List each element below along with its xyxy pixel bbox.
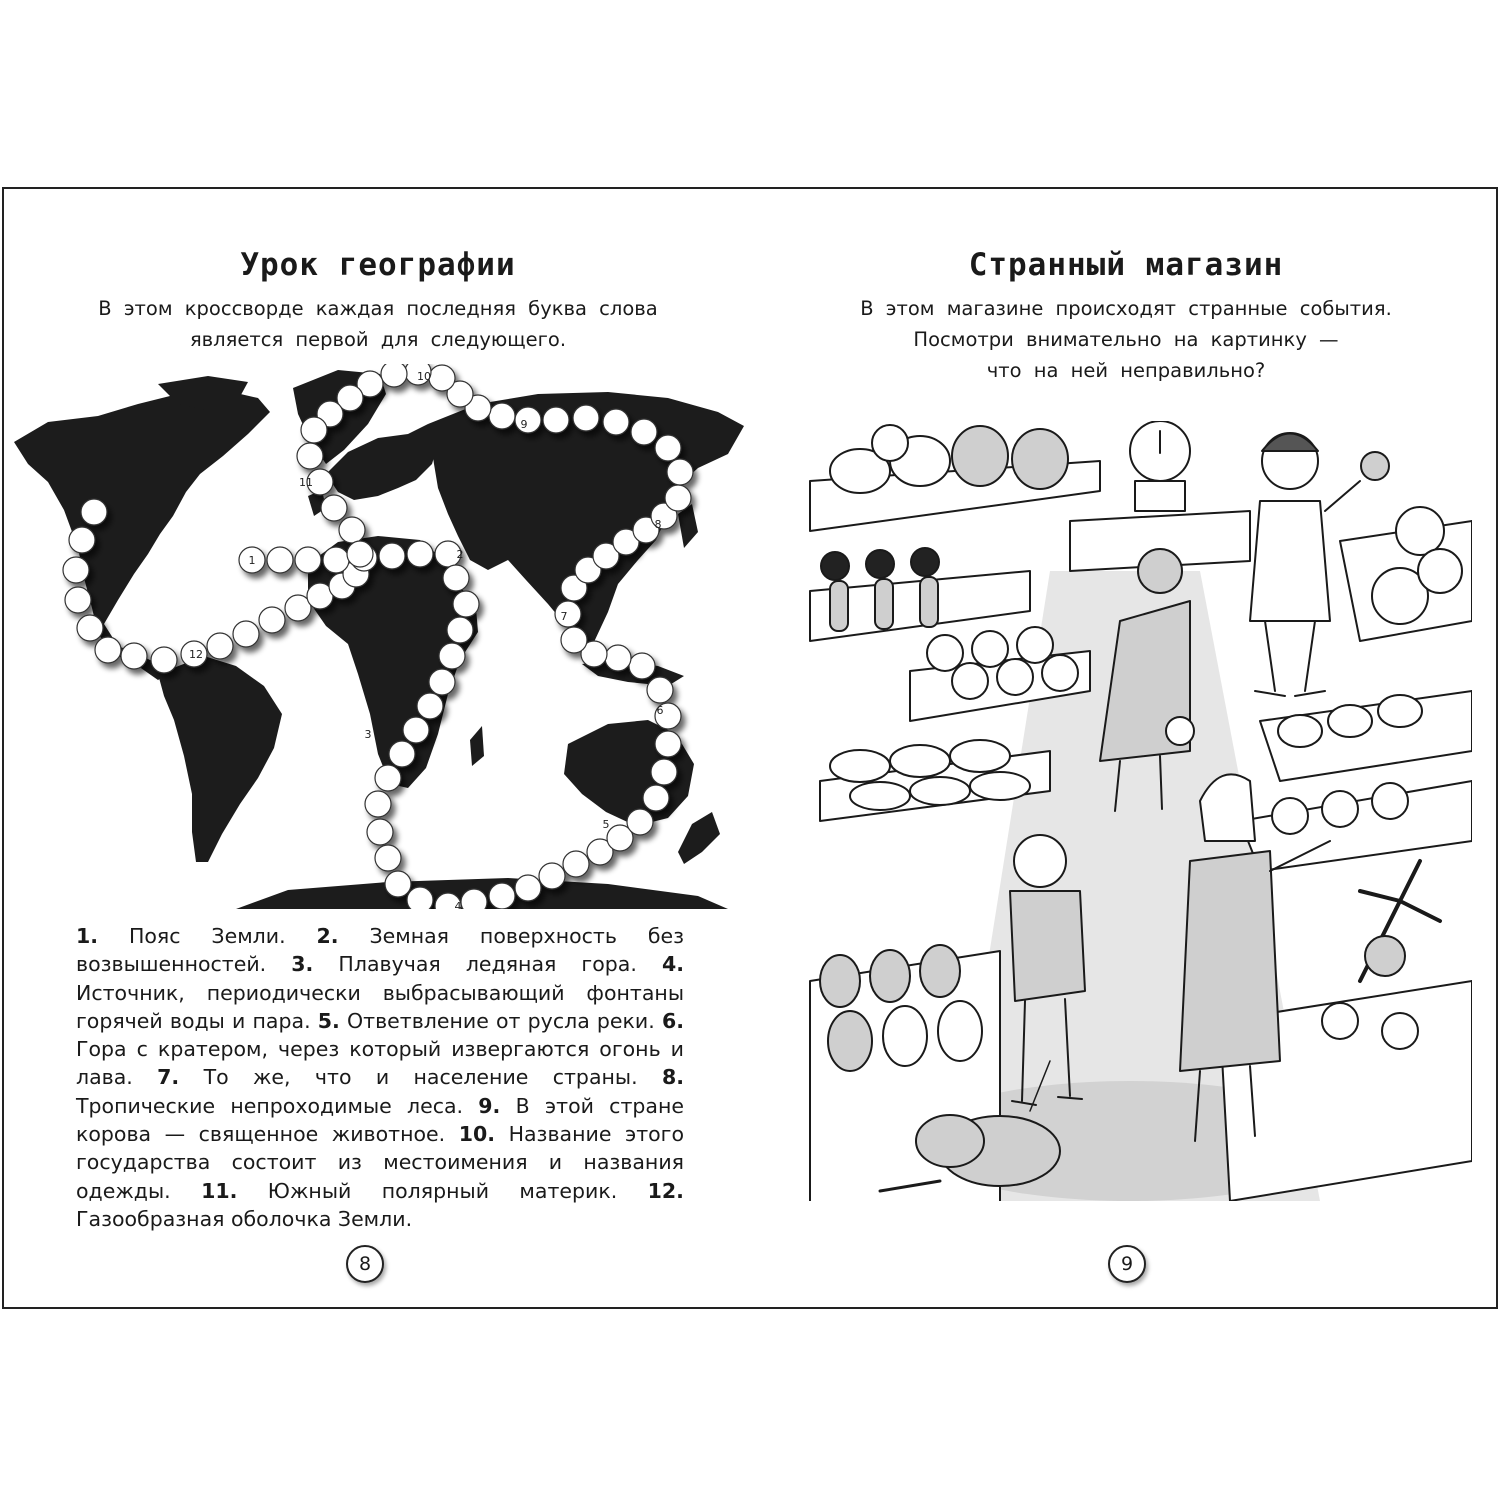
question-number: 1. [76, 924, 99, 948]
crossword-cell[interactable] [347, 541, 373, 567]
crossword-number-7: 7 [560, 610, 568, 623]
crossword-number-6: 6 [656, 704, 664, 717]
crossword-number-2: 2 [456, 548, 464, 561]
page-title: Странный магазин [968, 247, 1284, 283]
crossword-cell[interactable] [543, 407, 569, 433]
crossword-cell[interactable] [439, 643, 465, 669]
crossword-cell[interactable] [65, 587, 91, 613]
crossword-cell[interactable] [603, 409, 629, 435]
crossword-cell[interactable] [651, 759, 677, 785]
crossword-cell[interactable] [605, 645, 631, 671]
crossword-cell[interactable] [627, 809, 653, 835]
question-number: 9. [478, 1093, 501, 1118]
question-number: 12. [647, 1178, 684, 1203]
crossword-cell[interactable] [573, 405, 599, 431]
crossword-cell[interactable] [375, 765, 401, 791]
crossword-cell[interactable] [407, 541, 433, 567]
crossword-cell[interactable] [389, 741, 415, 767]
crossword-cell[interactable] [407, 887, 433, 909]
question-text: Гора с кратером, через который извергаются огонь и лава. [76, 1037, 684, 1090]
crossword-cell[interactable] [665, 485, 691, 511]
question-text: Пояс Земли. [98, 924, 317, 948]
question-number: 6. [661, 1008, 685, 1033]
crossword-cell[interactable] [323, 547, 349, 573]
crossword-number-4: 4 [454, 900, 462, 909]
crossword-cell[interactable] [489, 883, 515, 909]
question-text: Название этого государства состоит из местоимения и названия одежды. [76, 1122, 684, 1203]
crossword-cell[interactable] [297, 443, 323, 469]
crossword-cell[interactable] [379, 543, 405, 569]
crossword-cell[interactable] [417, 693, 443, 719]
crossword-cell[interactable] [655, 435, 681, 461]
left-page [4, 189, 752, 1307]
crossword-cell[interactable] [95, 637, 121, 663]
crossword-cell[interactable] [561, 627, 587, 653]
crossword-number-3: 3 [364, 728, 372, 741]
page-number: 9 [1108, 1245, 1146, 1283]
crossword-cell[interactable] [629, 653, 655, 679]
crossword-cell[interactable] [447, 617, 473, 643]
crossword-cell[interactable] [515, 407, 541, 433]
crossword-cell[interactable] [321, 495, 347, 521]
strange-shop-illustration [800, 421, 1472, 1201]
crossword-cell[interactable] [207, 633, 233, 659]
crossword-cell[interactable] [81, 499, 107, 525]
question-number: 2. [316, 924, 339, 948]
question-text: Земная поверхность без возвышенностей. [76, 924, 684, 977]
crossword-cell[interactable] [631, 419, 657, 445]
crossword-number-12: 12 [189, 648, 203, 661]
crossword-number-8: 8 [654, 518, 662, 531]
crossword-cell[interactable] [453, 591, 479, 617]
question-text: Тропические непроходимые леса. [76, 1093, 479, 1118]
question-number: 3. [291, 952, 314, 977]
crossword-cell[interactable] [461, 889, 487, 909]
crossword-cell[interactable] [259, 607, 285, 633]
crossword-cell[interactable] [63, 557, 89, 583]
crossword-cell[interactable] [301, 417, 327, 443]
crossword-cell[interactable] [655, 731, 681, 757]
crossword-cell[interactable] [121, 643, 147, 669]
question-number: 10. [458, 1122, 496, 1147]
question-number: 4. [661, 952, 684, 977]
crossword-cell[interactable] [365, 791, 391, 817]
crossword-questions [76, 922, 684, 1233]
crossword-cell[interactable] [381, 364, 407, 387]
intro-text [822, 293, 1430, 386]
intro-line: что на ней неправильно? [986, 359, 1266, 382]
intro-line: Посмотри внимательно на картинку — [913, 328, 1339, 351]
crossword-cell[interactable] [563, 851, 589, 877]
crossword-cell[interactable] [339, 517, 365, 543]
question-text: Ответвление от русла реки. [339, 1008, 662, 1033]
crossword-cell[interactable] [367, 819, 393, 845]
crossword-cell[interactable] [151, 647, 177, 673]
crossword-cell[interactable] [515, 875, 541, 901]
crossword-cell[interactable] [443, 565, 469, 591]
question-number: 11. [201, 1178, 238, 1203]
crossword-cell[interactable] [267, 547, 293, 573]
crossword-cell[interactable] [429, 669, 455, 695]
right-page [752, 189, 1500, 1307]
crossword-number-5: 5 [602, 818, 610, 831]
crossword-cell[interactable] [555, 601, 581, 627]
crossword-cell[interactable] [77, 615, 103, 641]
question-number: 7. [157, 1065, 180, 1090]
intro-line: В этом кроссворде каждая последняя буква слова [98, 297, 658, 320]
crossword-cell[interactable] [643, 785, 669, 811]
intro-text [64, 293, 692, 355]
page-title: Урок географии [240, 247, 516, 283]
question-text: Источник, периодически выбрасывающий фонтаны горячей воды и пара. [76, 980, 684, 1033]
intro-line: является первой для следующего. [189, 328, 567, 351]
crossword-cell[interactable] [539, 863, 565, 889]
crossword-cell[interactable] [403, 717, 429, 743]
question-text: Плавучая ледяная гора. [313, 952, 662, 977]
crossword-cell[interactable] [295, 547, 321, 573]
question-text: То же, что и население страны. [179, 1065, 662, 1090]
crossword-cell[interactable] [69, 527, 95, 553]
question-number: 8. [661, 1065, 685, 1090]
crossword-number-10: 10 [417, 370, 431, 383]
crossword-number-1: 1 [248, 554, 256, 567]
crossword-cell[interactable] [429, 365, 455, 391]
page-number: 8 [346, 1245, 384, 1283]
question-text: Газообразная оболочка Земли. [76, 1206, 413, 1231]
crossword-cell[interactable] [489, 403, 515, 429]
world-map-crossword [8, 364, 752, 909]
question-text: В этой стране корова — священное животное. [76, 1093, 684, 1147]
question-number: 5. [317, 1008, 340, 1033]
crossword-cell[interactable] [375, 845, 401, 871]
book-spread [2, 187, 1498, 1309]
intro-line: В этом магазине происходят странные события. [860, 297, 1392, 320]
crossword-number-9: 9 [520, 418, 528, 431]
crossword-cell[interactable] [647, 677, 673, 703]
crossword-cell[interactable] [385, 871, 411, 897]
crossword-number-11: 11 [299, 476, 313, 489]
crossword-cell[interactable] [233, 621, 259, 647]
question-text: Южный полярный материк. [237, 1178, 648, 1203]
crossword-cell[interactable] [667, 459, 693, 485]
